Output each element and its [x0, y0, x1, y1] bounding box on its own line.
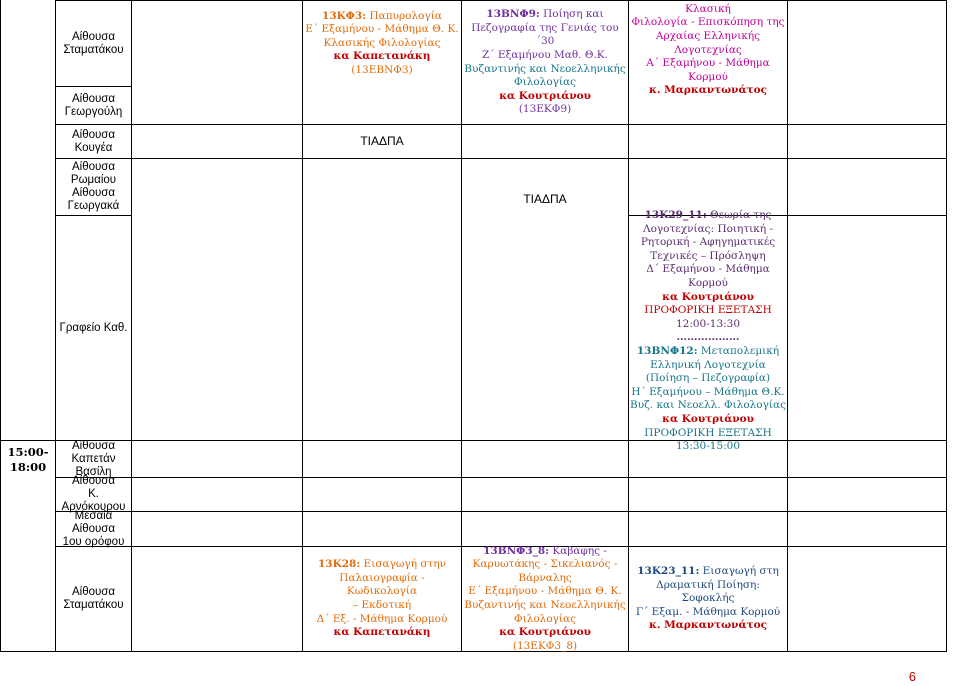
course-teacher: κα Κουτριάνου — [499, 626, 591, 639]
course-teacher: κα Καπετανάκη — [333, 50, 431, 63]
course-title: Θεωρία της — [706, 209, 772, 221]
gridline — [55, 477, 947, 478]
room-label: Γεωργακά — [67, 200, 120, 212]
course-code: 13ΒΝΦ3_8: — [483, 544, 550, 557]
page-number-text: 6 — [908, 669, 916, 684]
course-department: Φιλολογίας — [513, 612, 577, 625]
course-department: Βυζαντινής και Νεοελληνικής — [464, 62, 626, 75]
room-label: Σταματάκου — [63, 599, 124, 611]
course-title: Εισαγωγή στη — [699, 565, 779, 578]
room-label: Αίθουσα — [71, 586, 116, 598]
room-cell — [56, 547, 131, 651]
course-bnf9 — [462, 1, 628, 124]
course-title: Εισαγωγή στην — [360, 558, 446, 571]
course-title-cont: Παλαιογραφία - Κωδικολογία — [339, 571, 425, 598]
course-teacher: κα Κουτριάνου — [499, 89, 591, 102]
room-cell — [56, 87, 131, 124]
course-k1 — [629, 1, 787, 97]
course-department: Φιλολογίας — [513, 76, 577, 89]
gridline — [0, 651, 947, 652]
tiadpa-text: ΤΙΑΔΠΑ — [360, 133, 404, 148]
room-cell — [56, 125, 131, 158]
room-label: Αίθουσα — [71, 30, 116, 43]
course-k23 — [629, 547, 787, 651]
page-number — [909, 669, 916, 684]
course-title-cont: (Ποίηση – Πεζογραφία) — [645, 372, 771, 385]
course-semester: Δ΄ Εξ. - Μάθημα Κορμού — [316, 612, 448, 625]
tiadpa-label — [462, 159, 628, 241]
course-alt-code: (13ΕΚΦ9) — [518, 103, 572, 116]
room-label: Γεωργούλη — [64, 105, 123, 118]
course-department: Βυζ. και Νεοελλ. Φιλολογίας — [630, 399, 786, 412]
gridline — [55, 511, 947, 512]
course-teacher: κ. Μαρκαντωνάτος — [649, 619, 767, 632]
exam-time: 12:00-13:30 — [675, 317, 741, 330]
course-code: 13ΚΦ3: — [322, 9, 367, 22]
gridline — [55, 124, 947, 125]
exam-label: ΠΡΟΦΟΡΙΚΗ ΕΞΕΤΑΣΗ — [644, 426, 772, 439]
course-semester: Α΄ Εξαμήνου - Μάθημα Κορμού — [646, 57, 770, 83]
course-bnf3 — [462, 544, 628, 652]
course-title: Κλασική — [685, 2, 731, 15]
room-label: Αίθουσα — [71, 161, 116, 173]
course-teacher: κ. Μαρκαντωνάτος — [649, 84, 767, 97]
gridline — [787, 0, 788, 652]
course-code: 13ΒΝΦ12: — [636, 344, 698, 357]
course-semester: Ε΄ Εξαμήνου - Μάθημα Θ. Κ. — [305, 23, 459, 36]
course-k28 — [303, 547, 461, 651]
course-title-cont: Φιλολογία - Επισκόπηση της — [631, 16, 785, 29]
exam-label: ΠΡΟΦΟΡΙΚΗ ΕΞΕΤΑΣΗ — [644, 304, 772, 317]
course-title-cont: Ρητορική - Αφηγηματικές — [640, 236, 776, 249]
time-slot-text: 15:00-18:00 — [7, 444, 49, 474]
tiadpa-text: ΤΙΑΔΠΑ — [523, 192, 567, 207]
gridline — [0, 440, 947, 441]
room-cell — [56, 159, 131, 215]
course-semester: Ζ΄ Εξαμήνου Μαθ. Θ.Κ. — [482, 48, 608, 61]
course-code: 13ΒΝΦ9: — [486, 8, 540, 21]
course-title-cont: Καρυωτάκης - Σικελιανός - — [472, 558, 618, 571]
room-label: Αίθουσα — [71, 439, 116, 452]
room-label: Κουγέα — [74, 141, 113, 154]
course-title-cont: Πεζογραφία της Γενιάς του ΄30 — [471, 21, 619, 48]
time-slot-label — [1, 441, 55, 478]
room-cell — [56, 509, 131, 548]
course-department: Βυζαντινής και Νεοελληνικής — [464, 599, 626, 611]
course-alt-code: (13ΕΚΦ3_8) — [512, 639, 578, 652]
course-department: Κλασικής Φιλολογίας — [323, 36, 441, 49]
course-teacher: κα Καπετανάκη — [333, 626, 431, 639]
gridline — [131, 0, 132, 652]
room-label: Μεσαία Αίθουσα — [71, 509, 116, 535]
room-label: Καπετάν Βασίλη — [71, 452, 116, 478]
room-label: Αίθουσα — [71, 128, 116, 141]
room-label: Αίθουσα — [71, 92, 116, 105]
course-title-cont: Λογοτεχνίας: Ποιητική - — [642, 222, 773, 235]
course-title: Παπυρολογία — [366, 9, 442, 22]
room-label: Κ. Αρνόκουρου — [61, 488, 126, 513]
room-cell — [56, 216, 131, 440]
course-title: Καβάφης - — [549, 544, 607, 557]
course-alt-code: (13ΕΒΝΦ3) — [351, 63, 413, 76]
gridline — [0, 0, 1, 652]
course-kf3 — [303, 1, 461, 86]
course-code: 13Κ29_11: — [644, 209, 707, 221]
room-label: Ρωμαίου — [70, 174, 117, 186]
tiadpa-label — [303, 125, 461, 158]
room-cell — [56, 441, 131, 477]
room-label: Αίθουσα — [71, 187, 116, 199]
room-label: 1ου ορόφου — [62, 535, 125, 548]
course-teacher: κα Κουτριάνου — [662, 290, 754, 303]
room-label: Αίθουσα — [71, 475, 116, 487]
course-title-cont: Αρχαίας Ελληνικής Λογοτεχνίας — [655, 29, 761, 56]
room-label: Γραφείο Καθ. — [59, 321, 128, 334]
course-code: 13Κ28: — [317, 558, 361, 571]
course-title: Μεταπολεμική — [697, 344, 780, 357]
course-teacher: κα Κουτριάνου — [662, 412, 754, 425]
separator-dots: ……………… — [676, 331, 740, 344]
room-label: Σταματάκου — [63, 43, 124, 56]
course-k29-bnf12 — [629, 209, 787, 453]
course-title-cont: Ελληνική Λογοτεχνία — [650, 358, 766, 371]
course-title-cont: Βάρναλης — [518, 571, 572, 584]
exam-time: 13:30-15:00 — [675, 440, 741, 453]
course-semester: Γ΄ Εξαμ. - Μάθημα Κορμού — [635, 605, 781, 618]
room-cell — [56, 1, 131, 86]
course-semester: Η΄ Εξαμήνου – Μάθημα Θ.Κ. — [631, 385, 785, 398]
room-cell — [56, 475, 131, 513]
course-code — [648, 0, 683, 1]
gridline — [946, 0, 947, 652]
course-code: 13Κ23_11: — [637, 565, 700, 578]
course-semester: Δ΄ Εξαμήνου - Μάθημα Κορμού — [646, 263, 770, 289]
course-title-cont: Τεχνικές – Πρόσληψη — [650, 249, 766, 262]
course-title-cont: – Εκδοτική — [352, 599, 412, 611]
course-title: Ποίηση και — [539, 8, 604, 21]
course-title-cont: Δραματική Ποίηση: Σοφοκλής — [656, 578, 760, 605]
course-semester: Ε΄ Εξαμήνου - Μάθημα Θ. Κ. — [468, 585, 622, 598]
